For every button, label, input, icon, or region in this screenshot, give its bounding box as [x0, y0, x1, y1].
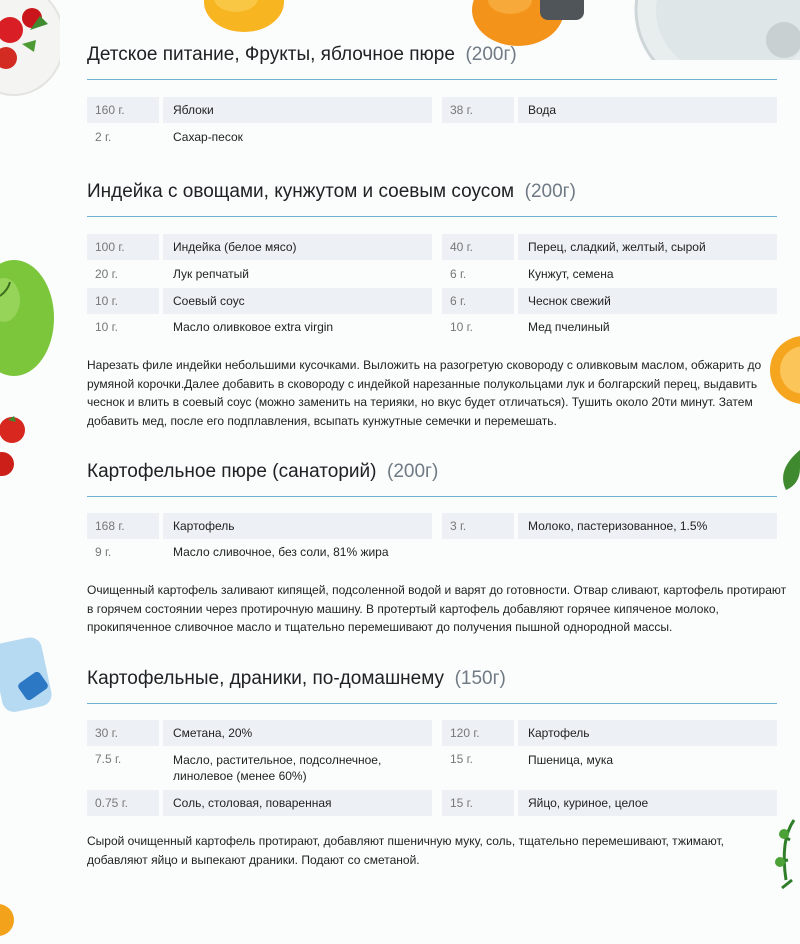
title-divider — [87, 496, 777, 497]
recipe-title-text: Индейка с овощами, кунжутом и соевым соусом — [87, 181, 515, 202]
ingredient-row — [87, 97, 777, 123]
ingredient-amount: 15 г. — [442, 790, 514, 816]
ingredient-row — [87, 234, 777, 260]
recipe-title — [87, 44, 517, 66]
title-divider — [87, 79, 777, 80]
recipe-title — [87, 668, 506, 690]
ingredient-amount: 38 г. — [442, 97, 514, 123]
recipe-title-text: Картофельные, драники, по-домашнему — [87, 668, 445, 689]
ingredient-name: Соль, столовая, поваренная — [163, 790, 432, 816]
ingredient-row — [87, 288, 777, 314]
ingredient-name: Лук репчатый — [173, 267, 249, 281]
ingredient-row — [87, 513, 777, 539]
ingredient-name: Молоко, пастеризованное, 1.5% — [518, 513, 777, 539]
ingredient-name: Мед пчелиный — [528, 320, 610, 334]
ingredient-amount: 160 г. — [87, 97, 159, 123]
ingredient-name: Вода — [518, 97, 777, 123]
ingredient-name: Картофель — [163, 513, 432, 539]
ingredient-row — [87, 790, 777, 816]
ingredient-amount: 120 г. — [442, 720, 514, 746]
title-divider — [87, 703, 777, 704]
ingredient-amount: 100 г. — [87, 234, 159, 260]
ingredient-amount: 168 г. — [87, 513, 159, 539]
recipe-weight: (200г) — [387, 461, 439, 482]
recipe-title-text: Детское питание, Фрукты, яблочное пюре — [87, 44, 455, 65]
ingredient-amount: 6 г. — [442, 288, 514, 314]
ingredient-amount: 20 г. — [95, 267, 118, 281]
ingredient-amount: 40 г. — [442, 234, 514, 260]
ingredient-name: Яйцо, куриное, целое — [518, 790, 777, 816]
ingredient-name: Масло оливковое extra virgin — [173, 320, 334, 334]
ingredient-amount: 15 г. — [450, 752, 473, 766]
title-divider — [87, 216, 777, 217]
recipe-weight: (200г) — [524, 181, 576, 202]
ingredient-amount: 30 г. — [87, 720, 159, 746]
ingredient-amount: 0.75 г. — [87, 790, 159, 816]
ingredient-row — [87, 261, 777, 287]
ingredient-name: Сахар-песок — [173, 130, 243, 144]
recipe-instructions: Нарезать филе индейки небольшими кусочками. Выложить на разогретую сковороду с оливковым маслом, обжарить до румяной корочки.Далее добавить в сковороду с индейкой нарезанные полукольцами лук и болгарский перец, выдавить чеснок и влить в соевый соус (можно заменить на терияки, но вкус будет отличаться). Тушить около 20ти минут. Затем добавить мед, после его подплавления, всыпать кунжутные семечки и перемешать. — [87, 358, 762, 428]
ingredient-amount: 9 г. — [95, 545, 112, 559]
recipe-instructions: Очищенный картофель заливают кипящей, подсоленной водой и варят до готовности. Отвар сливают, картофель протирают в горячем состоянии через протирочную машину. В протертый картофель добавляют горячее кипяченое молоко, прокипяченное сливочное масло и тщательно перемешивают до получения пышной однородной массы. — [87, 583, 787, 634]
recipe-title-text: Картофельное пюре (санаторий) — [87, 461, 377, 482]
recipe-weight: (200г) — [465, 44, 517, 65]
ingredient-name: Кунжут, семена — [528, 267, 614, 281]
ingredient-amount: 3 г. — [442, 513, 514, 539]
ingredient-name: Чеснок свежий — [518, 288, 777, 314]
ingredient-amount: 10 г. — [87, 288, 159, 314]
ingredient-name: Яблоки — [163, 97, 432, 123]
ingredient-name: Картофель — [518, 720, 777, 746]
ingredient-row — [87, 124, 777, 150]
ingredient-row — [87, 314, 777, 340]
recipe-title — [87, 461, 438, 483]
ingredient-name: Соевый соус — [163, 288, 432, 314]
ingredient-amount: 10 г. — [450, 320, 473, 334]
recipe-title — [87, 181, 576, 203]
ingredient-name: Перец, сладкий, желтый, сырой — [518, 234, 777, 260]
ingredient-amount: 2 г. — [95, 130, 112, 144]
ingredient-amount: 10 г. — [95, 320, 118, 334]
ingredient-row — [87, 748, 777, 788]
ingredient-amount: 7.5 г. — [95, 752, 122, 766]
ingredient-row — [87, 720, 777, 746]
recipe-instructions: Сырой очищенный картофель протирают, добавляют пшеничную муку, соль, тщательно перемешивают, тжимают, добавляют яйцо и выпекают драники. Подают со сметаной. — [87, 834, 724, 867]
recipe-weight: (150г) — [454, 668, 506, 689]
ingredient-name: Масло сливочное, без соли, 81% жира — [173, 545, 389, 559]
ingredient-name: Индейка (белое мясо) — [163, 234, 432, 260]
ingredient-name: Пшеница, мука — [528, 753, 614, 767]
ingredient-row — [87, 539, 777, 565]
ingredient-name: Масло, растительное, подсолнечное, линолевое (менее 60%) — [173, 753, 382, 783]
ingredient-amount: 6 г. — [450, 267, 467, 281]
ingredient-name: Сметана, 20% — [163, 720, 432, 746]
fruit-decoration-left — [0, 0, 60, 944]
